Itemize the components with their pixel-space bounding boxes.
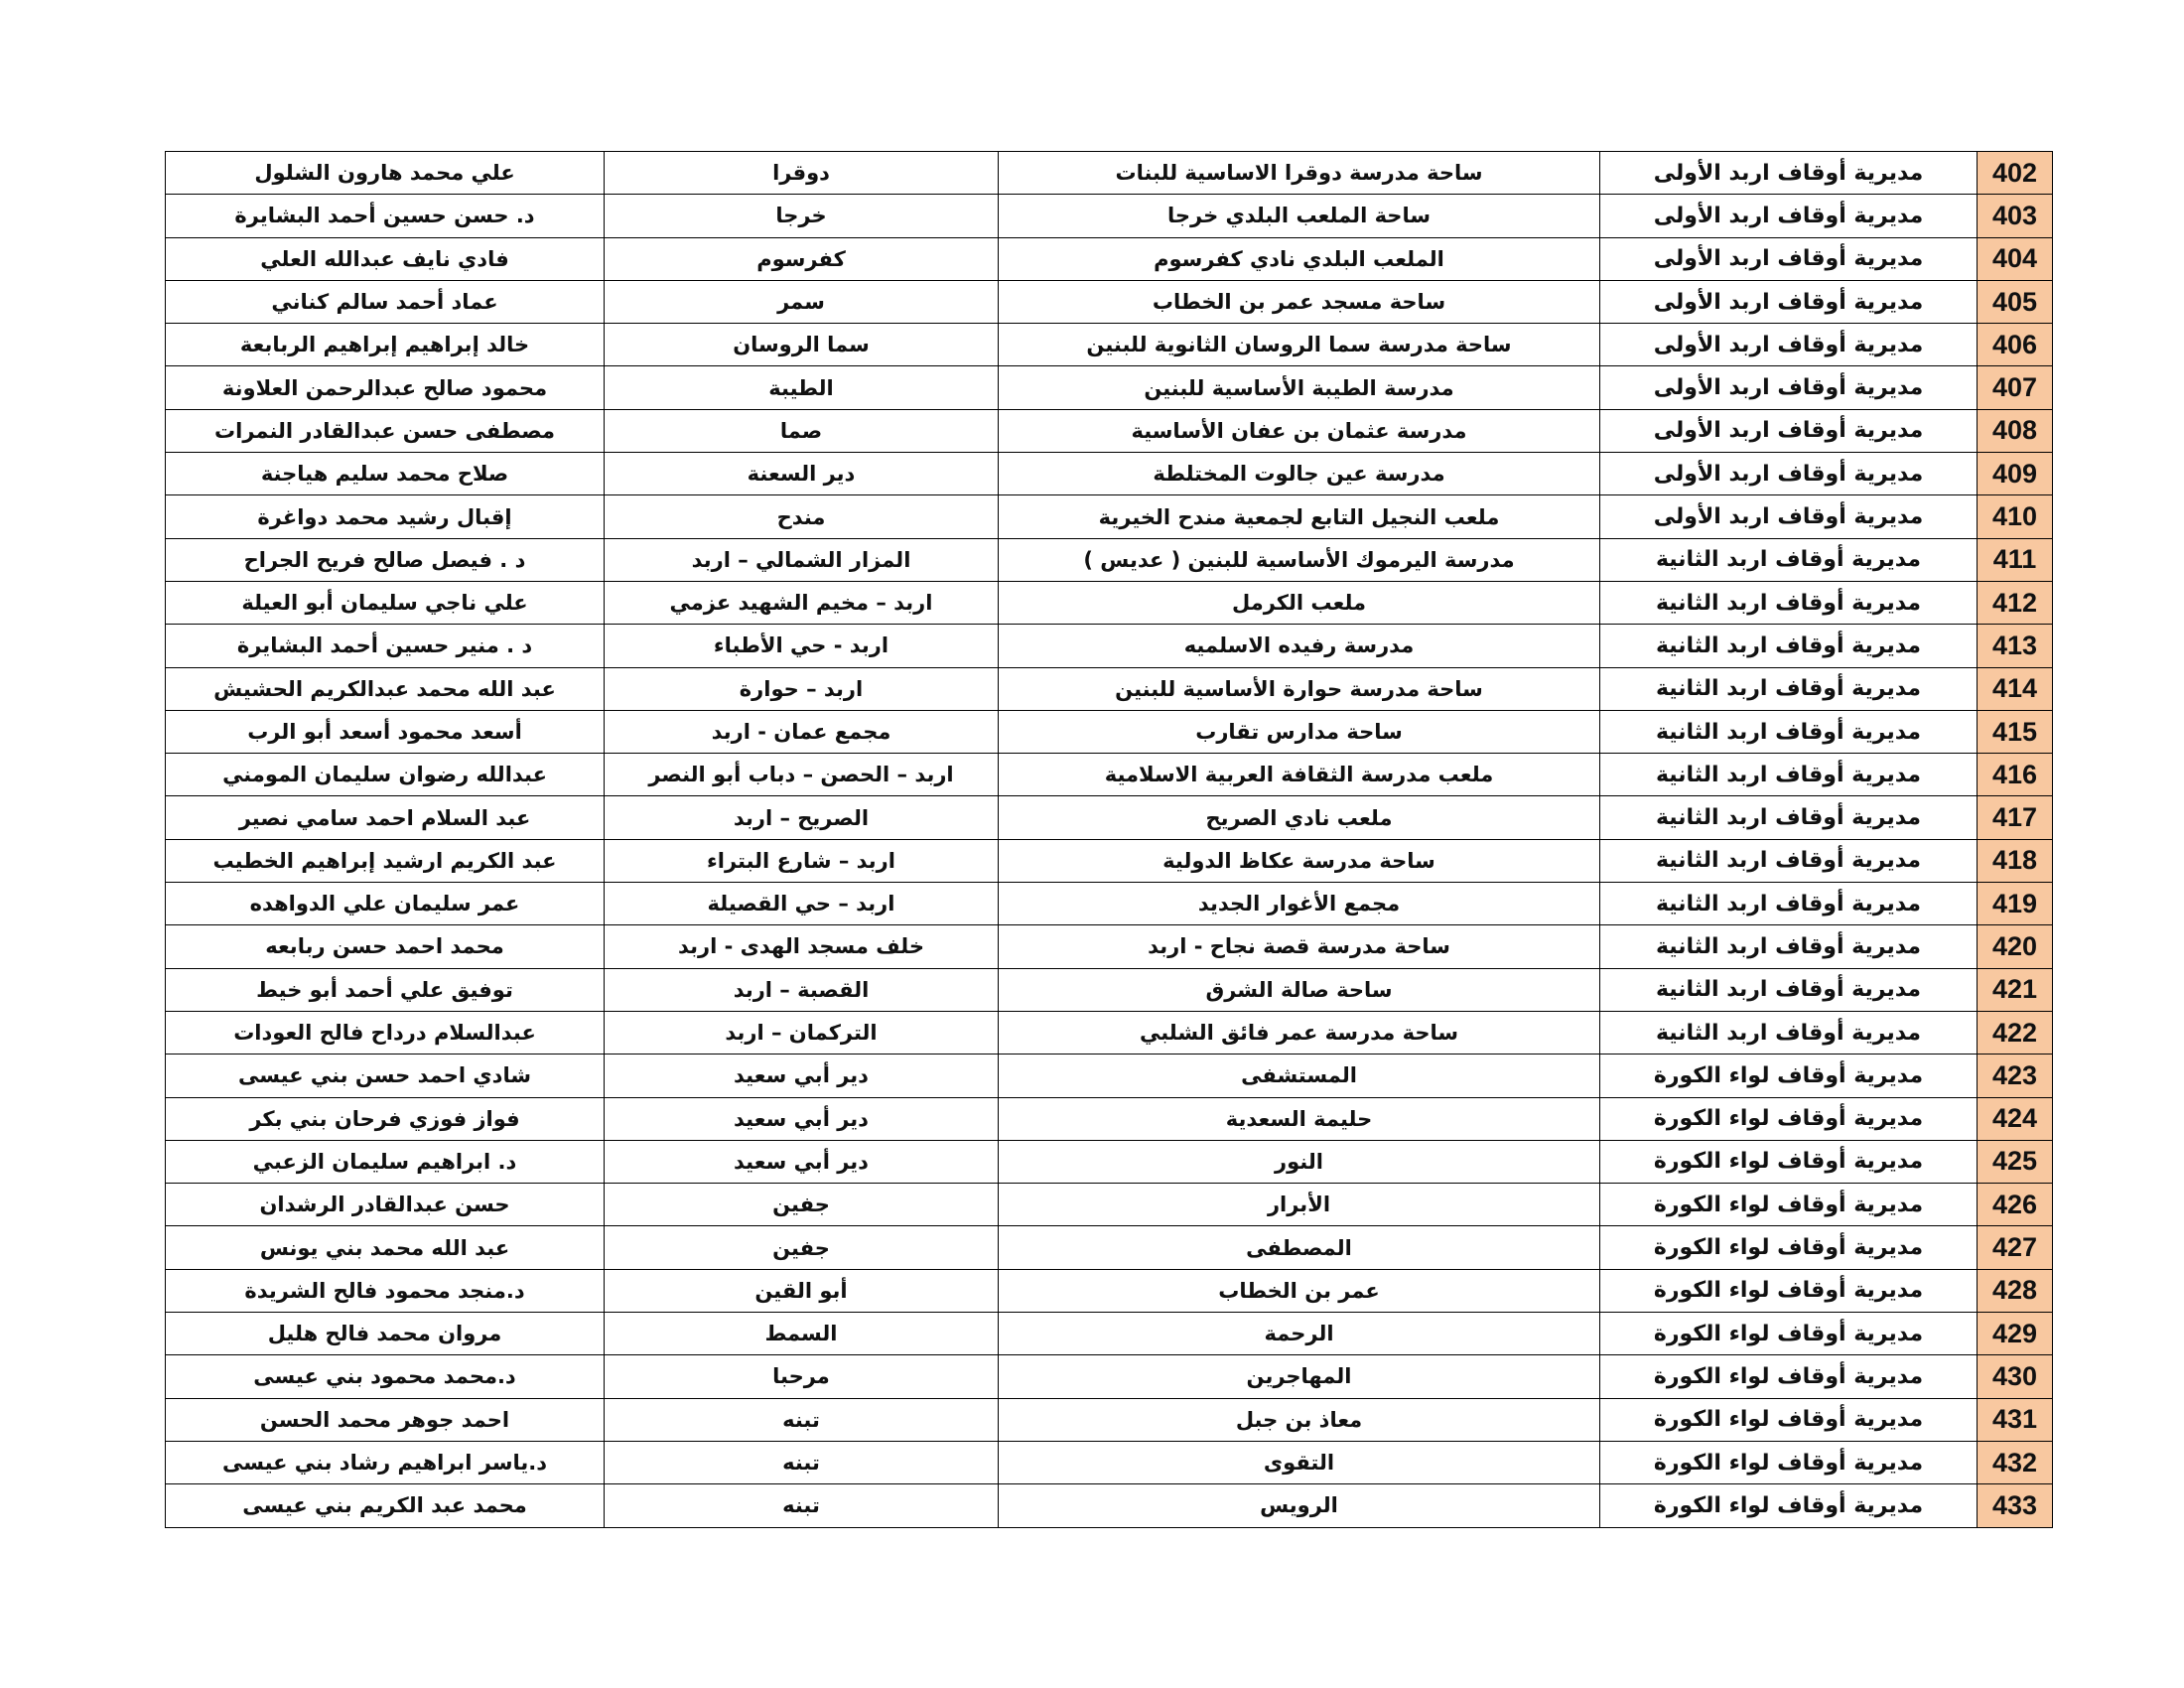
area-cell: دير أبي سعيد xyxy=(605,1055,999,1097)
directorate-cell: مديرية أوقاف اربد الأولى xyxy=(1600,495,1978,538)
directorate-cell: مديرية أوقاف لواء الكورة xyxy=(1600,1484,1978,1527)
area-cell: تبنه xyxy=(605,1441,999,1483)
directorate-cell: مديرية أوقاف اربد الثانية xyxy=(1600,968,1978,1011)
area-cell: أبو القين xyxy=(605,1269,999,1312)
area-cell: صما xyxy=(605,409,999,452)
table-row xyxy=(166,1398,2053,1441)
row-number: 411 xyxy=(1978,538,2053,581)
table-row xyxy=(166,453,2053,495)
imam-name-cell: توفيق علي أحمد أبو خيط xyxy=(166,968,605,1011)
area-cell: اربد – الحصن – دباب أبو النصر xyxy=(605,754,999,796)
area-cell: سمر xyxy=(605,280,999,323)
site-cell: ساحة صالة الشرق xyxy=(999,968,1600,1011)
imam-name-cell: عبدالسلام درداح فالح العودات xyxy=(166,1011,605,1054)
table-row xyxy=(166,1055,2053,1097)
row-number: 415 xyxy=(1978,710,2053,753)
row-number: 432 xyxy=(1978,1441,2053,1483)
imam-name-cell: مصطفى حسن عبدالقادر النمرات xyxy=(166,409,605,452)
table-row xyxy=(166,1140,2053,1183)
directorate-cell: مديرية أوقاف لواء الكورة xyxy=(1600,1313,1978,1355)
row-number: 427 xyxy=(1978,1226,2053,1269)
area-cell: اربد – شارع البتراء xyxy=(605,839,999,882)
table-row xyxy=(166,710,2053,753)
area-cell: تبنه xyxy=(605,1484,999,1527)
imam-name-cell: علي محمد هارون الشلول xyxy=(166,152,605,195)
directorate-cell: مديرية أوقاف لواء الكورة xyxy=(1600,1055,1978,1097)
row-number: 414 xyxy=(1978,667,2053,710)
area-cell: جفين xyxy=(605,1226,999,1269)
table-row xyxy=(166,152,2053,195)
area-cell: مرحبا xyxy=(605,1355,999,1398)
area-cell: دوقرا xyxy=(605,152,999,195)
row-number: 431 xyxy=(1978,1398,2053,1441)
site-cell: النور xyxy=(999,1140,1600,1183)
directorate-cell: مديرية أوقاف اربد الثانية xyxy=(1600,925,1978,968)
directorate-cell: مديرية أوقاف لواء الكورة xyxy=(1600,1097,1978,1140)
row-number: 433 xyxy=(1978,1484,2053,1527)
directorate-cell: مديرية أوقاف اربد الأولى xyxy=(1600,237,1978,280)
imam-name-cell: د.ياسر ابراهيم رشاد بني عيسى xyxy=(166,1441,605,1483)
imam-name-cell: د. ابراهيم سليمان الزعبي xyxy=(166,1140,605,1183)
directorate-cell: مديرية أوقاف اربد الثانية xyxy=(1600,538,1978,581)
table-row xyxy=(166,1097,2053,1140)
imam-name-cell: فواز فوزي فرحان بني بكر xyxy=(166,1097,605,1140)
table-row xyxy=(166,280,2053,323)
area-cell: مندح xyxy=(605,495,999,538)
directorate-cell: مديرية أوقاف اربد الثانية xyxy=(1600,883,1978,925)
directorate-cell: مديرية أوقاف اربد الثانية xyxy=(1600,1011,1978,1054)
area-cell: دير السعنة xyxy=(605,453,999,495)
imam-name-cell: أسعد محمود أسعد أبو الرب xyxy=(166,710,605,753)
area-cell: اربد – حوارة xyxy=(605,667,999,710)
imam-name-cell: شادي احمد حسن بني عيسى xyxy=(166,1055,605,1097)
directorate-cell: مديرية أوقاف لواء الكورة xyxy=(1600,1226,1978,1269)
imam-name-cell: احمد جوهر محمد الحسن xyxy=(166,1398,605,1441)
area-cell: دير أبي سعيد xyxy=(605,1140,999,1183)
area-cell: اربد – مخيم الشهيد عزمي xyxy=(605,581,999,624)
row-number: 404 xyxy=(1978,237,2053,280)
directorate-cell: مديرية أوقاف اربد الثانية xyxy=(1600,581,1978,624)
area-cell: خلف مسجد الهدى - اربد xyxy=(605,925,999,968)
table-row xyxy=(166,538,2053,581)
area-cell: السمط xyxy=(605,1313,999,1355)
site-cell: مجمع الأغوار الجديد xyxy=(999,883,1600,925)
table-row xyxy=(166,1011,2053,1054)
site-cell: ساحة مدرسة قصة نجاح - اربد xyxy=(999,925,1600,968)
table-row xyxy=(166,409,2053,452)
area-cell: المزار الشمالي – اربد xyxy=(605,538,999,581)
site-cell: الملعب البلدي نادي كفرسوم xyxy=(999,237,1600,280)
directorate-cell: مديرية أوقاف اربد الأولى xyxy=(1600,366,1978,409)
row-number: 429 xyxy=(1978,1313,2053,1355)
row-number: 410 xyxy=(1978,495,2053,538)
prayer-sites-table xyxy=(165,151,2053,1528)
table-row xyxy=(166,195,2053,237)
row-number: 425 xyxy=(1978,1140,2053,1183)
row-number: 421 xyxy=(1978,968,2053,1011)
table-row xyxy=(166,925,2053,968)
row-number: 426 xyxy=(1978,1184,2053,1226)
table-row xyxy=(166,581,2053,624)
directorate-cell: مديرية أوقاف اربد الثانية xyxy=(1600,839,1978,882)
row-number: 424 xyxy=(1978,1097,2053,1140)
row-number: 423 xyxy=(1978,1055,2053,1097)
imam-name-cell: عبد السلام احمد سامي نصير xyxy=(166,796,605,839)
imam-name-cell: د . فيصل صالح فريح الجراح xyxy=(166,538,605,581)
directorate-cell: مديرية أوقاف لواء الكورة xyxy=(1600,1140,1978,1183)
directorate-cell: مديرية أوقاف لواء الكورة xyxy=(1600,1441,1978,1483)
directorate-cell: مديرية أوقاف لواء الكورة xyxy=(1600,1269,1978,1312)
table-row xyxy=(166,839,2053,882)
row-number: 406 xyxy=(1978,324,2053,366)
area-cell: القصبة – اربد xyxy=(605,968,999,1011)
site-cell: الرحمة xyxy=(999,1313,1600,1355)
directorate-cell: مديرية أوقاف لواء الكورة xyxy=(1600,1398,1978,1441)
table-row xyxy=(166,1441,2053,1483)
imam-name-cell: د . منير حسين أحمد البشايرة xyxy=(166,625,605,667)
row-number: 403 xyxy=(1978,195,2053,237)
area-cell: التركمان – اربد xyxy=(605,1011,999,1054)
table-row xyxy=(166,1184,2053,1226)
table-row xyxy=(166,796,2053,839)
table-row xyxy=(166,625,2053,667)
imam-name-cell: د.منجد محمود فالح الشريدة xyxy=(166,1269,605,1312)
table-row xyxy=(166,754,2053,796)
site-cell: مدرسة اليرموك الأساسية للبنين ( عديس ) xyxy=(999,538,1600,581)
table-row xyxy=(166,324,2053,366)
area-cell: الطيبة xyxy=(605,366,999,409)
area-cell: الصريح – اربد xyxy=(605,796,999,839)
imam-name-cell: خالد إبراهيم إبراهيم الربابعة xyxy=(166,324,605,366)
site-cell: ساحة مدرسة سما الروسان الثانوية للبنين xyxy=(999,324,1600,366)
table-row xyxy=(166,495,2053,538)
imam-name-cell: د.محمد محمود بني عيسى xyxy=(166,1355,605,1398)
imam-name-cell: عبد الكريم ارشيد إبراهيم الخطيب xyxy=(166,839,605,882)
site-cell: التقوى xyxy=(999,1441,1600,1483)
row-number: 419 xyxy=(1978,883,2053,925)
site-cell: المستشفى xyxy=(999,1055,1600,1097)
directorate-cell: مديرية أوقاف اربد الثانية xyxy=(1600,667,1978,710)
site-cell: مدرسة عثمان بن عفان الأساسية xyxy=(999,409,1600,452)
area-cell: دير أبي سعيد xyxy=(605,1097,999,1140)
row-number: 418 xyxy=(1978,839,2053,882)
row-number: 407 xyxy=(1978,366,2053,409)
site-cell: ساحة مدارس تقارب xyxy=(999,710,1600,753)
directorate-cell: مديرية أوقاف اربد الأولى xyxy=(1600,152,1978,195)
row-number: 417 xyxy=(1978,796,2053,839)
imam-name-cell: فادي نايف عبدالله العلي xyxy=(166,237,605,280)
area-cell: سما الروسان xyxy=(605,324,999,366)
imam-name-cell: محمود صالح عبدالرحمن العلاونة xyxy=(166,366,605,409)
site-cell: ساحة مدرسة عكاظ الدولية xyxy=(999,839,1600,882)
directorate-cell: مديرية أوقاف اربد الأولى xyxy=(1600,324,1978,366)
imam-name-cell: علي ناجي سليمان أبو العيلة xyxy=(166,581,605,624)
site-cell: المصطفى xyxy=(999,1226,1600,1269)
row-number: 416 xyxy=(1978,754,2053,796)
directorate-cell: مديرية أوقاف اربد الثانية xyxy=(1600,625,1978,667)
row-number: 409 xyxy=(1978,453,2053,495)
site-cell: ساحة الملعب البلدي خرجا xyxy=(999,195,1600,237)
table-row xyxy=(166,366,2053,409)
imam-name-cell: عبد الله محمد عبدالكريم الحشيش xyxy=(166,667,605,710)
imam-name-cell: د. حسن حسين أحمد البشايرة xyxy=(166,195,605,237)
table-row xyxy=(166,883,2053,925)
area-cell: اربد – حي القصيلة xyxy=(605,883,999,925)
row-number: 402 xyxy=(1978,152,2053,195)
row-number: 413 xyxy=(1978,625,2053,667)
table-body xyxy=(166,152,2053,1528)
directorate-cell: مديرية أوقاف اربد الأولى xyxy=(1600,453,1978,495)
site-cell: ساحة مدرسة عمر فائق الشلبي xyxy=(999,1011,1600,1054)
row-number: 420 xyxy=(1978,925,2053,968)
site-cell: الرويس xyxy=(999,1484,1600,1527)
imam-name-cell: عبدالله رضوان سليمان المومني xyxy=(166,754,605,796)
row-number: 412 xyxy=(1978,581,2053,624)
imam-name-cell: عماد أحمد سالم كناني xyxy=(166,280,605,323)
site-cell: ملعب مدرسة الثقافة العربية الاسلامية xyxy=(999,754,1600,796)
imam-name-cell: عبد الله محمد بني يونس xyxy=(166,1226,605,1269)
area-cell: مجمع عمان - اربد xyxy=(605,710,999,753)
site-cell: عمر بن الخطاب xyxy=(999,1269,1600,1312)
area-cell: تبنه xyxy=(605,1398,999,1441)
site-cell: ملعب النجيل التابع لجمعية مندح الخيرية xyxy=(999,495,1600,538)
directorate-cell: مديرية أوقاف اربد الثانية xyxy=(1600,710,1978,753)
area-cell: خرجا xyxy=(605,195,999,237)
directorate-cell: مديرية أوقاف اربد الأولى xyxy=(1600,280,1978,323)
site-cell: مدرسة الطيبة الأساسية للبنين xyxy=(999,366,1600,409)
imam-name-cell: إقبال رشيد محمد دواغرة xyxy=(166,495,605,538)
table-row xyxy=(166,237,2053,280)
imam-name-cell: مروان محمد فالح هليل xyxy=(166,1313,605,1355)
site-cell: المهاجرين xyxy=(999,1355,1600,1398)
site-cell: ساحة مسجد عمر بن الخطاب xyxy=(999,280,1600,323)
site-cell: مدرسة رفيده الاسلميه xyxy=(999,625,1600,667)
directorate-cell: مديرية أوقاف اربد الثانية xyxy=(1600,796,1978,839)
row-number: 408 xyxy=(1978,409,2053,452)
table-row xyxy=(166,1484,2053,1527)
site-cell: ملعب نادي الصريح xyxy=(999,796,1600,839)
area-cell: جفين xyxy=(605,1184,999,1226)
directorate-cell: مديرية أوقاف اربد الأولى xyxy=(1600,195,1978,237)
row-number: 428 xyxy=(1978,1269,2053,1312)
site-cell: معاذ بن جبل xyxy=(999,1398,1600,1441)
site-cell: ساحة مدرسة حوارة الأساسية للبنين xyxy=(999,667,1600,710)
row-number: 422 xyxy=(1978,1011,2053,1054)
imam-name-cell: محمد احمد حسن ربابعه xyxy=(166,925,605,968)
directorate-cell: مديرية أوقاف اربد الثانية xyxy=(1600,754,1978,796)
imam-name-cell: حسن عبدالقادر الرشدان xyxy=(166,1184,605,1226)
table-row xyxy=(166,1313,2053,1355)
imam-name-cell: محمد عبد الكريم بني عيسى xyxy=(166,1484,605,1527)
row-number: 430 xyxy=(1978,1355,2053,1398)
directorate-cell: مديرية أوقاف لواء الكورة xyxy=(1600,1355,1978,1398)
area-cell: كفرسوم xyxy=(605,237,999,280)
directorate-cell: مديرية أوقاف لواء الكورة xyxy=(1600,1184,1978,1226)
row-number: 405 xyxy=(1978,280,2053,323)
area-cell: اربد - حي الأطباء xyxy=(605,625,999,667)
table-row xyxy=(166,1355,2053,1398)
site-cell: مدرسة عين جالوت المختلطة xyxy=(999,453,1600,495)
site-cell: الأبرار xyxy=(999,1184,1600,1226)
site-cell: ملعب الكرمل xyxy=(999,581,1600,624)
table-row xyxy=(166,1269,2053,1312)
imam-name-cell: عمر سليمان علي الدواهده xyxy=(166,883,605,925)
table-row xyxy=(166,1226,2053,1269)
directorate-cell: مديرية أوقاف اربد الأولى xyxy=(1600,409,1978,452)
imam-name-cell: صلاح محمد سليم هياجنة xyxy=(166,453,605,495)
site-cell: حليمة السعدية xyxy=(999,1097,1600,1140)
table-row xyxy=(166,968,2053,1011)
table-row xyxy=(166,667,2053,710)
site-cell: ساحة مدرسة دوقرا الاساسية للبنات xyxy=(999,152,1600,195)
